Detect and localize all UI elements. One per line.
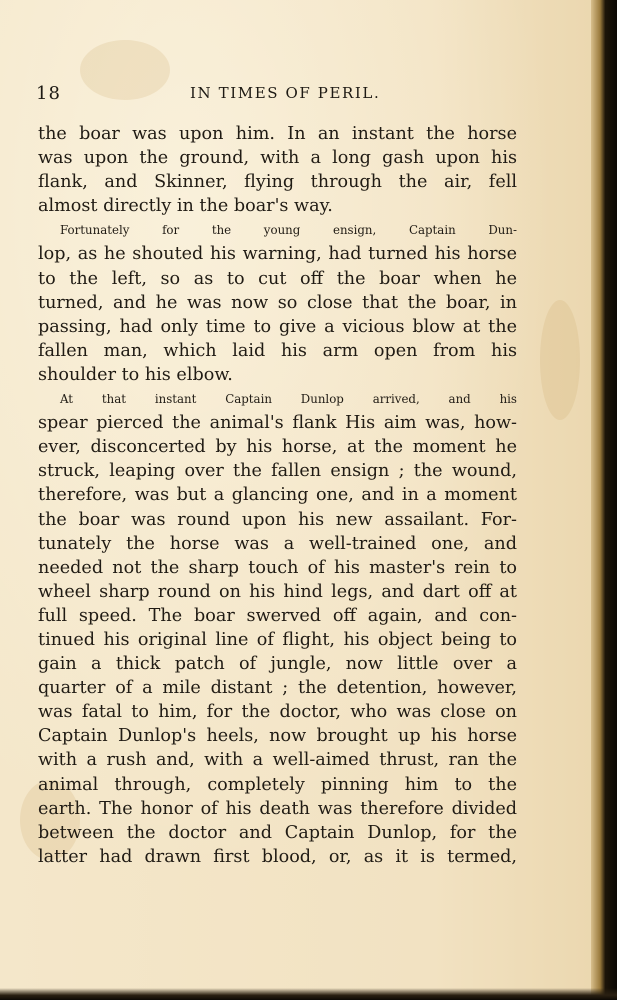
text-line: Fortunately for the young ensign, Captain Dun- [60, 223, 517, 238]
text-line: gain a thick patch of jungle, now little over a [38, 654, 517, 675]
text-line: struck, leaping over the fallen ensign ; the wound, [38, 461, 517, 482]
text-line: to the left, so as to cut off the boar when he [38, 268, 517, 289]
running-head: IN TIMES OF PERIL. [190, 84, 381, 102]
text-line: full speed. The boar swerved off again, and con- [38, 605, 517, 626]
text-line: latter had drawn first blood, or, as it is termed, [38, 846, 517, 867]
text-line: with a rush and, with a well-aimed thrust, ran the [38, 750, 517, 771]
body-text [38, 122, 517, 869]
text-line: ever, disconcerted by his horse, at the moment he [38, 437, 517, 458]
page-header [36, 83, 556, 107]
text-line: needed not the sharp touch of his master's rein to [38, 557, 517, 578]
text-line: therefore, was but a glancing one, and in a moment [38, 485, 517, 506]
text-line: lop, as he shouted his warning, had turned his horse [38, 244, 517, 265]
text-line: the boar was round upon his new assailant. For- [38, 509, 517, 530]
text-line: fallen man, which laid his arm open from his [38, 340, 517, 361]
text-line: wheel sharp round on his hind legs, and dart off at [38, 581, 517, 602]
text-line: between the doctor and Captain Dunlop, for the [38, 822, 517, 843]
text-line: shoulder to his elbow. [38, 364, 233, 385]
paper-stain [540, 300, 580, 420]
page-edge-shadow [591, 0, 617, 1000]
text-line: tunately the horse was a well-trained one, and [38, 533, 517, 554]
text-line: earth. The honor of his death was therefore divided [38, 798, 517, 819]
text-line: the boar was upon him. In an instant the horse [38, 124, 517, 144]
text-line: passing, had only time to give a vicious blow at the [38, 316, 517, 337]
page-bottom-edge [0, 988, 617, 1000]
text-line: Captain Dunlop's heels, now brought up his horse [38, 726, 517, 747]
text-line: turned, and he was now so close that the boar, in [38, 292, 517, 313]
text-line: quarter of a mile distant ; the detention, however, [38, 678, 517, 699]
text-line: At that instant Captain Dunlop arrived, and his [60, 392, 517, 407]
text-line: almost directly in the boar's way. [38, 196, 333, 217]
text-line: spear pierced the animal's flank His aim was, how- [38, 413, 517, 434]
text-line: was upon the ground, with a long gash upon his [38, 148, 517, 169]
text-line: flank, and Skinner, flying through the air, fell [38, 172, 517, 193]
page-number: 18 [36, 83, 61, 104]
text-line: tinued his original line of flight, his object being to [38, 629, 517, 650]
text-line: was fatal to him, for the doctor, who was close on [38, 702, 517, 723]
text-line: animal through, completely pinning him to the [38, 774, 517, 795]
